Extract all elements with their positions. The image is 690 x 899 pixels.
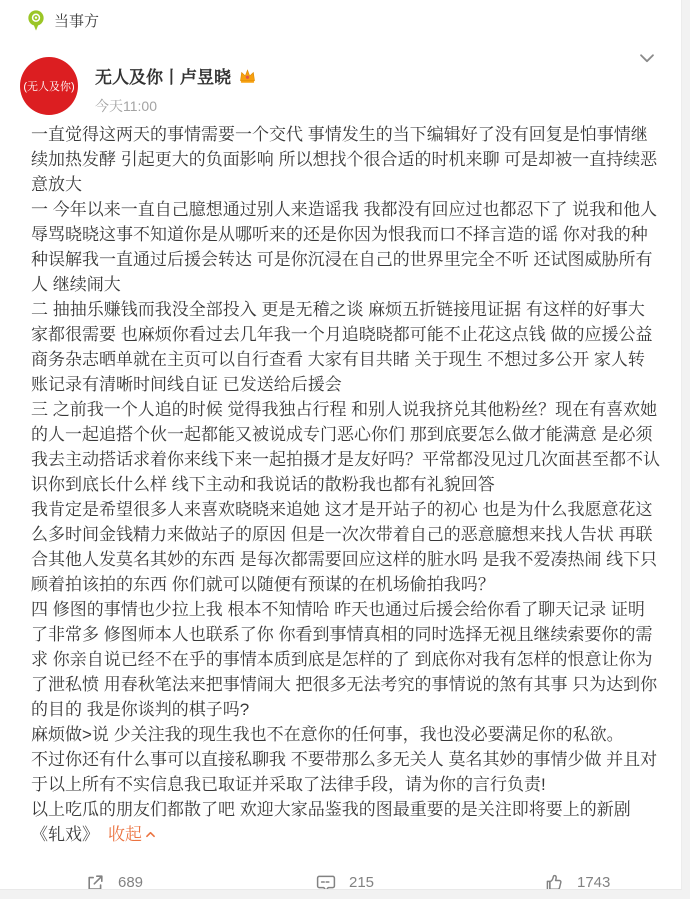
like-button[interactable] (454, 872, 681, 890)
involved-party-label: 当事方 (54, 13, 100, 30)
share-button[interactable] (0, 872, 223, 890)
share-icon (85, 873, 105, 891)
collapse-post-link[interactable]: 收起 (108, 822, 157, 847)
comment-count: 215 (349, 874, 375, 890)
post-paragraph: 三 之前我一个人追的时候 觉得我独占行程 和别人说我挤兑其他粉丝？现在有喜欢她的人一起追搭个伙一起都能又被说成专门恶心你们 那到底要怎么做才能满意 是必须我去主动搭话求着你来线下来一起拍摄才是友好吗？平常都没见过几次面甚至都不认识你到底长什么样 线下主动和我说话的散粉我也都有礼貌回答 (31, 400, 660, 494)
chevron-up-icon (144, 828, 157, 841)
share-count: 689 (118, 874, 144, 890)
avatar[interactable] (20, 57, 78, 115)
author-name[interactable]: 无人及你丨卢昱晓 (95, 68, 231, 87)
vip-crown-icon (238, 66, 257, 85)
like-count: 1743 (577, 874, 611, 890)
post-paragraph: 一直觉得这两天的事情需要一个交代 事情发生的当下编辑好了没有回复是怕事情继续加热发酵 引起更大的负面影响 所以想找个很合适的时机来聊 可是却被一直持续恶意放大 (31, 125, 658, 194)
post-paragraph: 二 抽抽乐赚钱而我没全部投入 更是无稽之谈 麻烦五折链接甩证据 有这样的好事大家都很需要 也麻烦你看过去几年我一个月追晓晓都可能不止花这点钱 做的应援公益商务杂志晒单就在主页可以自行查看 大家有目共睹 关于现生 不想过多公开 家人转账记录有清晰时间线自证 已发送给后援会 (31, 300, 653, 394)
comment-button[interactable] (223, 872, 454, 890)
action-bar (0, 872, 681, 890)
post-paragraph: 以上吃瓜的朋友们都散了吧 欢迎大家品鉴我的图最重要的是关注即将要上的新剧《轧戏》 收起 (31, 797, 660, 847)
post-header (20, 57, 681, 115)
post-paragraph: 我肯定是希望很多人来喜欢晓晓来追她 这才是开站子的初心 也是为什么我愿意花这么多时间金钱精力来做站子的原因 但是一次次带着自己的恶意臆想来找人告状 再联合其他人发莫名其妙的东西 是每次都需要回应这样的脏水吗 是我不爱凑热闹 线下只顾着拍该拍的东西 你们就可以随便有预谋的在机场偷拍我吗？ (31, 500, 658, 594)
post-paragraph: 麻烦做>说 少关注我的现生我也不在意你的任何事，我也没必要满足你的私欲。 (31, 725, 624, 744)
thumbs-up-icon (543, 872, 564, 890)
post-paragraph: 一 今年以来一直自己臆想通过别人来造谣我 我都没有回应过也都忍下了 说我和他人辱骂晓晓这事不知道你是从哪听来的还是你因为恨我而口不择言造的谣 你对我的种种误解我一直通过后援会转达 可是你沉浸在自己的世界里完全不听 还试图威胁所有人 继续闹大 (31, 200, 658, 294)
involved-party-badge (0, 0, 681, 32)
chevron-down-icon[interactable] (636, 47, 658, 69)
post-timestamp: 今天11:00 (95, 98, 157, 114)
post-paragraph: 四 修图的事情也少拉上我 根本不知情哈 昨天也通过后援会给你看了聊天记录 证明了非常多 修图师本人也联系了你 你看到事情真相的同时选择无视且继续索要你的需求 你亲自说已经不在乎的事情本质到底是怎样的了 到底你对我有怎样的恨意让你为了泄私愤 用春秋笔法来把事情闹大 把很多无法考究的事情说的煞有其事 只为达到你的目的 我是你谈判的棋子吗? (31, 600, 658, 719)
post-body (31, 122, 660, 847)
comment-icon (316, 873, 336, 891)
post-paragraph: 不过你还有什么事可以直接私聊我 不要带那么多无关人 莫名其妙的事情少做 并且对于以上所有不实信息我已取证并采取了法律手段，请为你的言行负责! (31, 750, 658, 794)
avatar-text: (无人及你) (23, 81, 75, 93)
party-pin-icon (27, 9, 45, 32)
